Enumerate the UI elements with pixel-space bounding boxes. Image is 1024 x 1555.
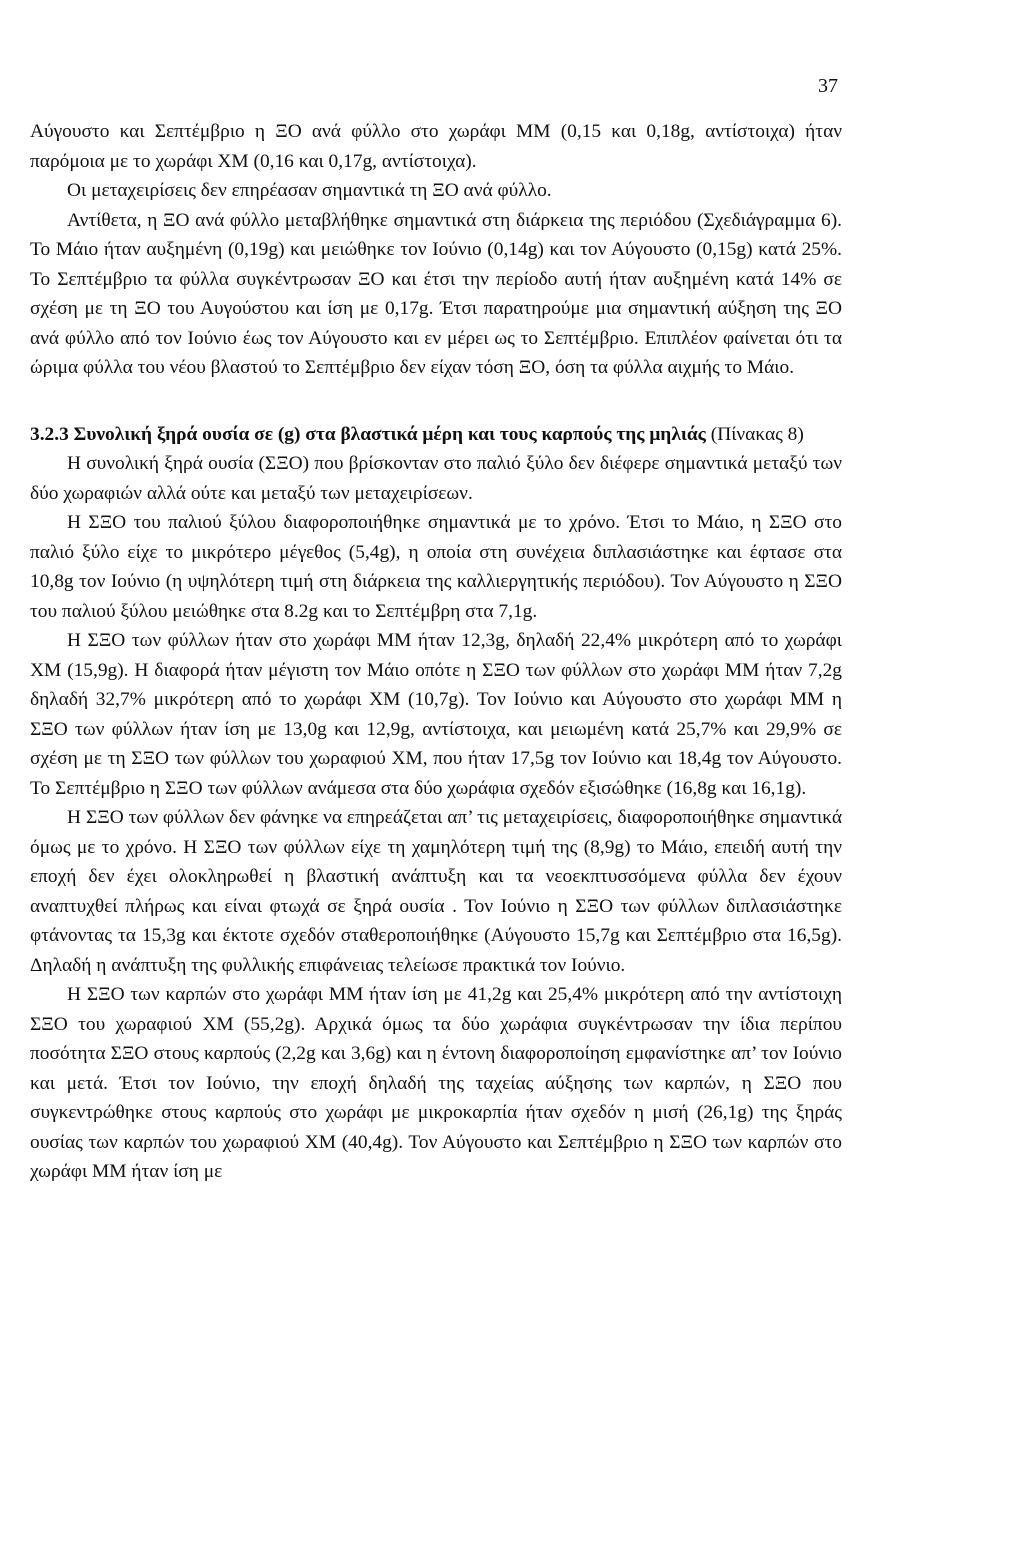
section-number: 3.2.3 bbox=[30, 423, 69, 445]
paragraph: Οι μεταχειρίσεις δεν επηρέασαν σημαντικά τη ΞΟ ανά φύλλο. bbox=[67, 180, 552, 201]
section-table-reference: (Πίνακας 8) bbox=[710, 423, 804, 445]
paragraph: Η ΣΞΟ των φύλλων ήταν στο χωράφι ΜΜ ήταν 12,3g, δηλαδή 22,4% μικρότερη από το χωράφι ΧΜ (15,9g). Η διαφορά ήταν μέγιστη τον Μάιο οπότε η ΣΞΟ των φύλλων στο χωράφι ΜΜ ήταν 7,2g δηλαδή 32,7% μικρότερη από το χωράφι ΧΜ (10,7g). Τον Ιούνιο και Αύγουστο στο χωράφι ΜΜ η ΣΞΟ των φύλλων ήταν ίση με 13,0g και 12,9g, αντίστοιχα, και μειωμένη κατά 25,7% και 29,9% σε σχέση με τη ΣΞΟ των φύλλων του χωραφιού ΧΜ, που ήταν 17,5g τον Ιούνιο και 18,4g τον Αύγουστο. Το Σεπτέμβριο η ΣΞΟ των φύλλων ανάμεσα στα δύο χωράφια σχεδόν εξισώθηκε (16,8g και 16,1g). bbox=[30, 630, 842, 799]
page-body bbox=[30, 117, 842, 1187]
section-title: Συνολική ξηρά ουσία σε (g) στα βλαστικά μέρη και τους καρπούς της μηλιάς bbox=[73, 423, 706, 445]
paragraph: Η συνολική ξηρά ουσία (ΣΞΟ) που βρίσκονταν στο παλιό ξύλο δεν διέφερε σημαντικά μεταξύ των δύο χωραφιών αλλά ούτε και μεταξύ των μεταχειρίσεων. bbox=[30, 453, 842, 504]
page-number: 37 bbox=[818, 75, 838, 97]
paragraph: Η ΣΞΟ των φύλλων δεν φάνηκε να επηρεάζεται απ’ τις μεταχειρίσεις, διαφοροποιήθηκε σημαντικά όμως με το χρόνο. Η ΣΞΟ των φύλλων είχε τη χαμηλότερη τιμή της (8,9g) το Μάιο, επειδή αυτή την εποχή δεν έχει ολοκληρωθεί η βλαστική ανάπτυξη και τα νεοεκπτυσσόμενα φύλλα δεν έχουν αναπτυχθεί πλήρως και είναι φτωχά σε ξηρά ουσία . Τον Ιούνιο η ΣΞΟ των φύλλων διπλασιάστηκε φτάνοντας τα 15,3g και έκτοτε σχεδόν σταθεροποιήθηκε (Αύγουστο 15,7g και Σεπτέμβριο στα 16,5g). Δηλαδή η ανάπτυξη της φυλλικής επιφάνειας τελείωσε πρακτικά τον Ιούνιο. bbox=[30, 807, 842, 976]
section-gap bbox=[30, 383, 842, 420]
section-heading bbox=[30, 420, 842, 450]
paragraph: Η ΣΞΟ των καρπών στο χωράφι ΜΜ ήταν ίση με 41,2g και 25,4% μικρότερη από την αντίστοιχη ΣΞΟ του χωραφιού ΧΜ (55,2g). Αρχικά όμως τα δύο χωράφια συγκέντρωσαν την ίδια περίπου ποσότητα ΣΞΟ στους καρπούς (2,2g και 3,6g) και η έντονη διαφοροποίηση εμφανίστηκε απ’ τον Ιούνιο και μετά. Έτσι τον Ιούνιο, την εποχή δηλαδή της ταχείας αύξησης των καρπών, η ΣΞΟ που συγκεντρώθηκε στους καρπούς στο χωράφι με μικροκαρπία ήταν σχεδόν η μισή (26,1g) της ξηράς ουσίας των καρπών του χωραφιού ΧΜ (40,4g). Τον Αύγουστο και Σεπτέμβριο η ΣΞΟ των καρπών στο χωράφι ΜΜ ήταν ίση με bbox=[30, 984, 842, 1182]
paragraph-continued: Αύγουστο και Σεπτέμβριο η ΞΟ ανά φύλλο στο χωράφι ΜΜ (0,15 και 0,18g, αντίστοιχα) ήταν παρόμοια με το χωράφι ΧΜ (0,16 και 0,17g, αντίστοιχα). bbox=[30, 121, 842, 172]
paragraph: Αντίθετα, η ΞΟ ανά φύλλο μεταβλήθηκε σημαντικά στη διάρκεια της περιόδου (Σχεδιάγραμμα 6). Το Μάιο ήταν αυξημένη (0,19g) και μειώθηκε τον Ιούνιο (0,14g) και τον Αύγουστο (0,15g) κατά 25%. Το Σεπτέμβριο τα φύλλα συγκέντρωσαν ΞΟ και έτσι την περίοδο αυτή ήταν αυξημένη κατά 14% σε σχέση με τη ΞΟ του Αυγούστου και ίση με 0,17g. Έτσι παρατηρούμε μια σημαντική αύξηση της ΞΟ ανά φύλλο από τον Ιούνιο έως τον Αύγουστο και εν μέρει ως το Σεπτέμβριο. Επιπλέον φαίνεται ότι τα ώριμα φύλλα του νέου βλαστού το Σεπτέμβριο δεν είχαν τόση ΞΟ, όση τα φύλλα αιχμής το Μάιο. bbox=[30, 209, 842, 378]
paragraph: Η ΣΞΟ του παλιού ξύλου διαφοροποιήθηκε σημαντικά με το χρόνο. Έτσι το Μάιο, η ΣΞΟ στο παλιό ξύλο είχε το μικρότερο μέγεθος (5,4g), η οποία στη συνέχεια διπλασιάστηκε και έφτασε στα 10,8g τον Ιούνιο (η υψηλότερη τιμή στη διάρκεια της καλλιεργητικής περιόδου). Τον Αύγουστο η ΣΞΟ του παλιού ξύλου μειώθηκε στα 8.2g και το Σεπτέμβρη στα 7,1g. bbox=[30, 512, 842, 622]
